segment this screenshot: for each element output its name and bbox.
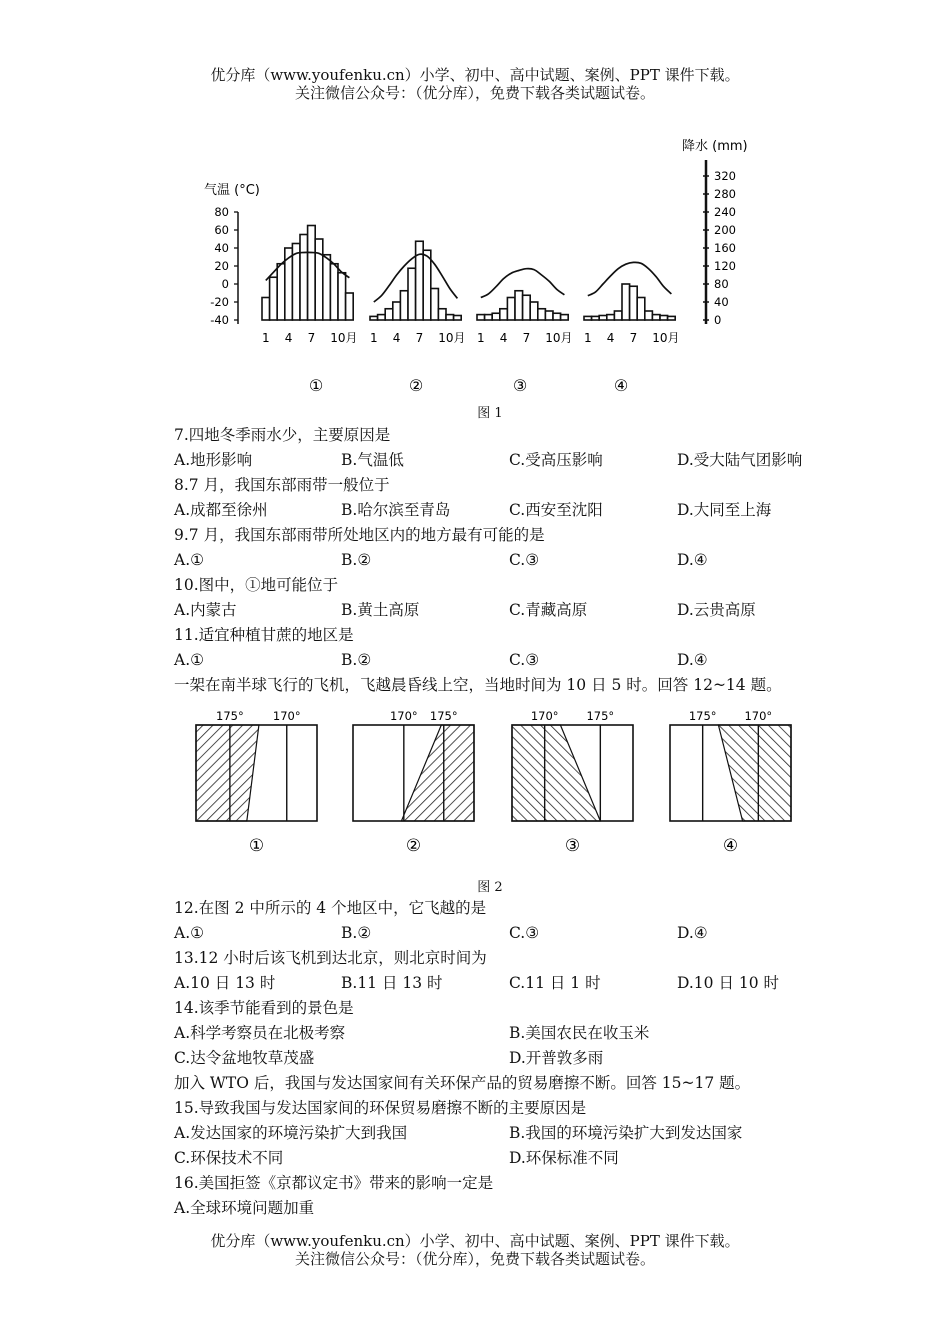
temp-tick-label: 40 <box>214 241 229 255</box>
precip-bar <box>454 316 462 321</box>
panel-label: ③ <box>512 376 528 395</box>
climate-chart-1 <box>262 226 358 396</box>
precip-tick-label: 160 <box>714 241 736 255</box>
precip-bar <box>431 289 439 321</box>
q15-stem: 15.导致我国与发达国家间的环保贸易磨擦不断的主要原因是 <box>174 1099 587 1117</box>
q11-stem: 11.适宜种植甘蔗的地区是 <box>174 626 354 644</box>
panel-label: ④ <box>722 836 739 856</box>
precip-bar <box>262 298 270 321</box>
header-line-2: 关注微信公众号：（优分库），免费下载各类试题试卷。 <box>294 84 655 102</box>
q9-option-a[interactable]: A.① <box>174 551 205 569</box>
precip-bar <box>323 255 331 320</box>
page-header <box>0 66 950 102</box>
q11-option-a[interactable]: A.① <box>174 651 205 669</box>
month-label: 4 <box>606 331 615 345</box>
climate-chart-4 <box>584 262 680 395</box>
temp-tick-label: -20 <box>210 295 229 309</box>
month-label: 7 <box>629 331 638 345</box>
precip-bar <box>338 273 346 320</box>
month-label: 1 <box>583 331 592 345</box>
precip-bar <box>645 311 653 320</box>
precip-bar <box>446 315 454 320</box>
precip-bar <box>370 316 378 320</box>
precip-tick-label: 200 <box>714 223 736 237</box>
meridian-label-right: 175° <box>429 709 458 723</box>
q13-option-c[interactable]: C.11 日 1 时 <box>509 974 601 992</box>
q12-option-d[interactable]: D.④ <box>677 924 708 942</box>
q10-option-a[interactable]: A.内蒙古 <box>174 601 237 619</box>
q11-option-b[interactable]: B.② <box>341 651 372 669</box>
month-label: 1 <box>476 331 485 345</box>
q13-option-b[interactable]: B.11 日 13 时 <box>341 974 443 992</box>
panel-label: ① <box>308 376 324 395</box>
precip-bar <box>607 315 615 320</box>
header-line-1: 优分库（www.youfenku.cn）小学、初中、高中试题、案例、PPT 课件下载。 <box>210 66 740 84</box>
q12-option-a[interactable]: A.① <box>174 924 205 942</box>
temp-tick-label: 60 <box>214 223 229 237</box>
precip-bar <box>622 284 630 320</box>
climate-chart-2 <box>370 241 466 395</box>
q10-option-b[interactable]: B.黄土高原 <box>341 601 420 619</box>
precip-bar <box>423 250 431 320</box>
precip-bar <box>492 313 500 320</box>
precip-bar <box>538 309 546 320</box>
precip-bar <box>270 277 278 320</box>
precip-bar <box>300 235 308 321</box>
night-side-hatch <box>401 725 474 821</box>
precip-tick-label: 80 <box>714 277 729 291</box>
panel-label: ② <box>405 836 422 856</box>
precip-bar <box>500 309 508 320</box>
precip-bar <box>523 295 531 320</box>
meridian-label-right: 170° <box>744 709 773 723</box>
precip-tick-label: 320 <box>714 169 736 183</box>
month-label: 10月 <box>438 331 466 345</box>
precip-bar <box>599 316 607 321</box>
q10-option-c[interactable]: C.青藏高原 <box>509 601 588 619</box>
precip-bar <box>553 313 561 320</box>
precip-bar <box>416 241 424 320</box>
precip-axis-label: 降水 (mm) <box>682 139 748 154</box>
intro-15-17: 加入 WTO 后，我国与发达国家间有关环保产品的贸易磨擦不断。回答 15~17 题。 <box>174 1074 751 1092</box>
q15-option-a[interactable]: A.发达国家的环境污染扩大到我国 <box>174 1124 408 1142</box>
terminator-panel-3 <box>512 709 633 856</box>
precip-bar <box>584 316 592 320</box>
month-label: 7 <box>415 331 424 345</box>
footer-line-2: 关注微信公众号：（优分库），免费下载各类试题试卷。 <box>294 1250 655 1268</box>
q13-option-a[interactable]: A.10 日 13 时 <box>174 974 276 992</box>
precip-bar <box>614 311 622 320</box>
q13-option-d[interactable]: D.10 日 10 时 <box>677 974 780 992</box>
precip-bar <box>515 291 523 320</box>
precip-bar <box>408 268 416 320</box>
precip-bar <box>477 315 485 320</box>
panel-label: ① <box>248 836 265 856</box>
panel-label: ④ <box>613 376 629 395</box>
month-label: 4 <box>392 331 401 345</box>
precip-tick-label: 0 <box>714 313 722 327</box>
q9-stem: 9.7 月，我国东部雨带所处地区内的地方最有可能的是 <box>174 526 545 544</box>
precip-bar <box>315 239 323 320</box>
month-label: 10月 <box>330 331 358 345</box>
q7-option-a[interactable]: A.地形影响 <box>174 451 253 469</box>
q14-option-d[interactable]: D.开普敦多雨 <box>509 1049 604 1067</box>
meridian-label-right: 175° <box>586 709 615 723</box>
temp-tick-label: 80 <box>214 205 229 219</box>
figure1-climate-charts <box>0 128 950 398</box>
temp-tick-label: -40 <box>210 313 229 327</box>
temp-axis-label: 气温 (°C) <box>204 183 260 198</box>
q12-stem: 12.在图 2 中所示的 4 个地区中，它飞越的是 <box>174 899 487 917</box>
precip-bar <box>592 316 600 320</box>
figure2-caption: 图 2 <box>477 880 503 895</box>
q7-option-b[interactable]: B.气温低 <box>341 451 404 469</box>
q14-option-c[interactable]: C.达令盆地牧草茂盛 <box>174 1049 315 1067</box>
q14-stem: 14.该季节能看到的景色是 <box>174 999 354 1017</box>
climate-chart-3 <box>477 269 573 395</box>
q10-stem: 10.图中，①地可能位于 <box>174 576 339 594</box>
night-side-hatch <box>196 725 259 821</box>
precip-tick-label: 120 <box>714 259 736 273</box>
terminator-panel-1 <box>196 709 317 856</box>
q13-stem: 13.12 小时后该飞机到达北京，则北京时间为 <box>174 949 487 967</box>
precip-bar <box>393 302 401 320</box>
q8-option-b[interactable]: B.哈尔滨至青岛 <box>341 501 451 519</box>
q8-option-d[interactable]: D.大同至上海 <box>677 501 772 519</box>
precip-bar <box>330 264 338 320</box>
q11-option-c[interactable]: C.③ <box>509 651 540 669</box>
q16-stem: 16.美国拒签《京都议定书》带来的影响一定是 <box>174 1174 494 1192</box>
q9-option-d[interactable]: D.④ <box>677 551 708 569</box>
q12-option-c[interactable]: C.③ <box>509 924 540 942</box>
month-label: 1 <box>261 331 270 345</box>
precip-bar <box>545 311 553 320</box>
q7-stem: 7.四地冬季雨水少，主要原因是 <box>174 426 391 444</box>
precip-bar <box>530 302 538 320</box>
panel-label: ③ <box>564 836 581 856</box>
terminator-panel-4 <box>670 709 791 856</box>
q15-option-b[interactable]: B.我国的环境污染扩大到发达国家 <box>509 1124 743 1142</box>
panel-label: ② <box>408 376 424 395</box>
q9-option-b[interactable]: B.② <box>341 551 372 569</box>
precip-bar <box>385 309 393 320</box>
q16-option-a[interactable]: A.全球环境问题加重 <box>174 1199 315 1217</box>
precip-bar <box>277 264 285 320</box>
precip-tick-label: 40 <box>714 295 729 309</box>
temp-tick-label: 20 <box>214 259 229 273</box>
precip-bar <box>438 309 446 320</box>
precip-tick-label: 280 <box>714 187 736 201</box>
intro-12-14: 一架在南半球飞行的飞机，飞越晨昏线上空，当地时间为 10 日 5 时。回答 12~14 题。 <box>174 676 782 694</box>
month-label: 4 <box>499 331 508 345</box>
q12-option-b[interactable]: B.② <box>341 924 372 942</box>
q8-stem: 8.7 月，我国东部雨带一般位于 <box>174 476 390 494</box>
month-label: 4 <box>284 331 293 345</box>
q8-option-c[interactable]: C.西安至沈阳 <box>509 501 603 519</box>
q7-option-d[interactable]: D.受大陆气团影响 <box>677 451 803 469</box>
precip-bar <box>630 286 638 320</box>
precip-bar <box>668 316 676 320</box>
meridian-label-left: 175° <box>216 709 244 723</box>
figure2-terminator-diagrams <box>0 700 950 865</box>
q10-option-d[interactable]: D.云贵高原 <box>677 601 756 619</box>
precip-bar <box>400 291 408 320</box>
q11-option-d[interactable]: D.④ <box>677 651 708 669</box>
q9-option-c[interactable]: C.③ <box>509 551 540 569</box>
precip-bar <box>637 298 645 321</box>
month-label: 1 <box>369 331 378 345</box>
precip-bar <box>485 315 493 320</box>
night-side-hatch <box>718 725 791 821</box>
precip-bar <box>660 316 668 321</box>
month-label: 7 <box>307 331 316 345</box>
meridian-label-left: 170° <box>389 709 418 723</box>
meridian-label-left: 175° <box>688 709 717 723</box>
precip-bar <box>652 315 660 320</box>
precip-bar <box>308 226 316 321</box>
q14-option-a[interactable]: A.科学考察员在北极考察 <box>174 1024 346 1042</box>
q8-option-a[interactable]: A.成都至徐州 <box>174 501 268 519</box>
night-side-hatch <box>512 725 600 821</box>
figure1-caption: 图 1 <box>477 406 503 421</box>
q7-option-c[interactable]: C.受高压影响 <box>509 451 603 469</box>
q14-option-b[interactable]: B.美国农民在收玉米 <box>509 1024 650 1042</box>
precip-bar <box>507 298 515 321</box>
month-label: 7 <box>522 331 531 345</box>
precip-tick-label: 240 <box>714 205 736 219</box>
q15-option-c[interactable]: C.环保技术不同 <box>174 1149 284 1167</box>
precip-bar <box>561 315 569 320</box>
precip-bar <box>378 315 386 320</box>
page-footer <box>0 1232 950 1268</box>
q15-option-d[interactable]: D.环保标准不同 <box>509 1149 619 1167</box>
temp-tick-label: 0 <box>221 277 229 291</box>
meridian-label-left: 170° <box>530 709 559 723</box>
meridian-label-right: 170° <box>272 709 301 723</box>
month-label: 10月 <box>652 331 680 345</box>
terminator-panel-2 <box>353 709 474 856</box>
precip-bar <box>346 293 354 320</box>
month-label: 10月 <box>545 331 573 345</box>
footer-line-1: 优分库（www.youfenku.cn）小学、初中、高中试题、案例、PPT 课件下载。 <box>210 1232 740 1250</box>
